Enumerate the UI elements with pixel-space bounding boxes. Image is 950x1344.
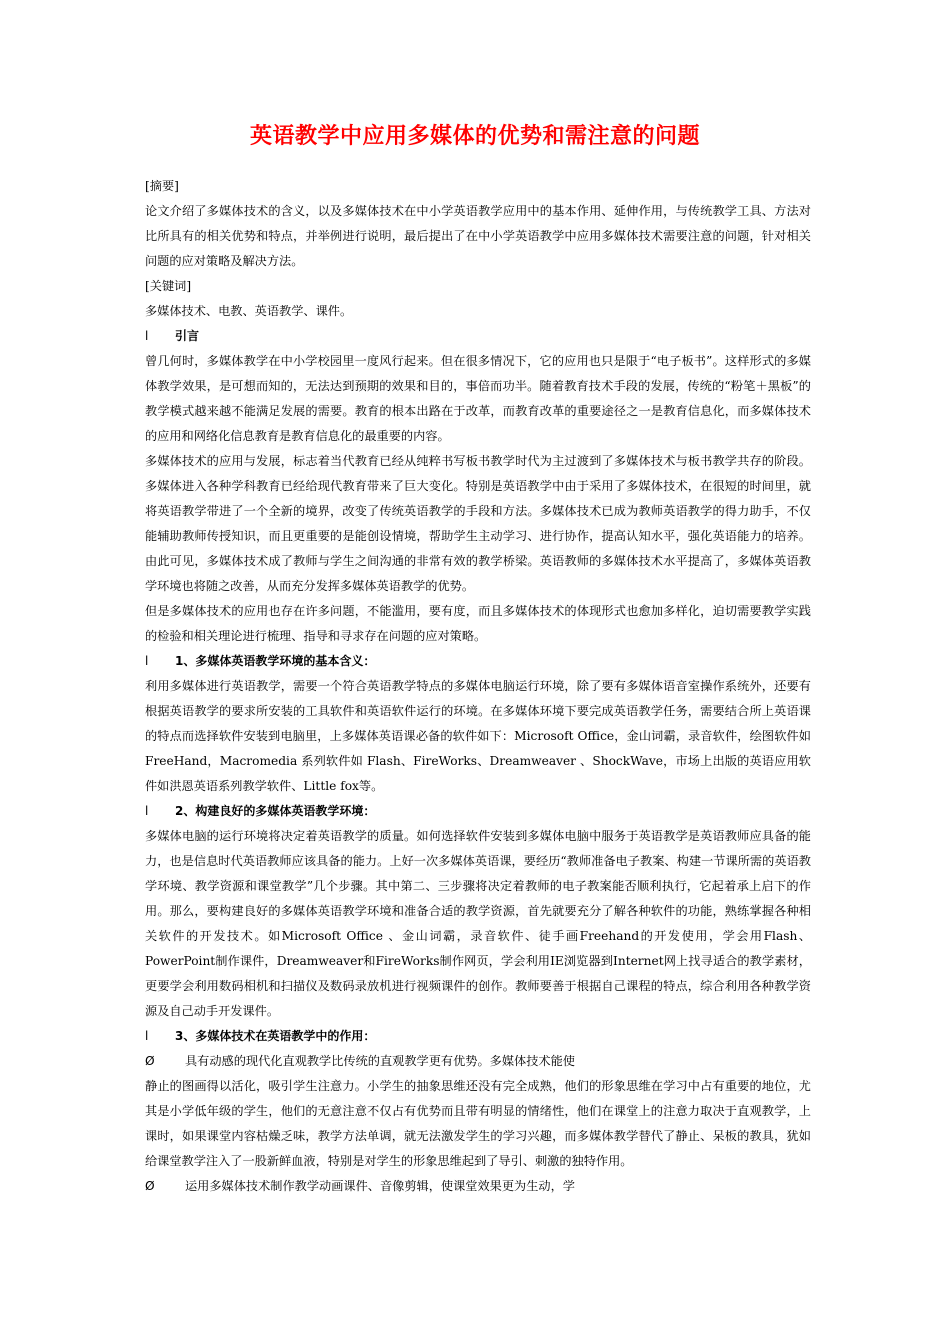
document-title: 英语教学中应用多媒体的优势和需注意的问题: [249, 123, 700, 149]
bullet-symbol: Ø: [145, 1179, 155, 1193]
abstract-text: 论文介绍了多媒体技术的含义，以及多媒体技术在中小学英语教学应用中的基本作用、延伸作用，与传统教学工具、方法对比所具有的相关优势和特点，并举例进行说明，最后提出了在中小学英语教学中应用多媒体技术需要注意的问题，针对相关问题的应对策略及解决方法。: [145, 204, 811, 268]
paragraph: 多媒体技术的应用与发展，标志着当代教育已经从纯粹书写板书教学时代为主过渡到了多媒体技术与板书教学共存的阶段。多媒体进入各种学科教育已经给现代教育带来了巨大变化。特别是英语教学中由于采用了多媒体技术，在很短的时间里，就将英语教学带进了一个全新的境界，改变了传统英语教学的手段和方法。多媒体技术已成为教师英语教学的得力助手，不仅能辅助教师传授知识，而且更重要的是能创设情境，帮助学生主动学习、进行协作，提高认知水平，强化英语能力的培养。由此可见，多媒体技术成了教师与学生之间沟通的非常有效的教学桥梁。英语教师的多媒体技术水平提高了，多媒体英语教学环境也将随之改善，从而充分发挥多媒体英语教学的优势。: [145, 454, 811, 593]
bullet-item: [145, 1049, 811, 1074]
bullet-marker: l: [145, 804, 149, 818]
paragraph: 利用多媒体进行英语教学，需要一个符合英语教学特点的多媒体电脑运行环境，除了要有多媒体语音室操作系统外，还要有根据英语教学的要求所安装的工具软件和英语软件运行的环境。在多媒体环境下要完成英语教学任务，需要结合所上英语课的特点而选择软件安装到电脑里，上多媒体英语课必备的软件如下：Microsoft Office，金山词霸，录音软件，绘图软件如FreeHand，Macromedia 系列软件如 Flash、FireWorks、Dreamweaver 、ShockWave，市场上出版的英语应用软件如洪恩英语系列教学软件、Little fox等。: [145, 679, 811, 793]
bullet-marker: l: [145, 1029, 149, 1043]
bullet-lead: 运用多媒体技术制作教学动画课件、音像剪辑，使课堂效果更为生动，学: [185, 1179, 575, 1193]
bullet-lead: 具有动感的现代化直观教学比传统的直观教学更有优势。多媒体技术能使: [185, 1054, 575, 1068]
paragraph: 多媒体电脑的运行环境将决定着英语教学的质量。如何选择软件安装到多媒体电脑中服务于英语教学是英语教师应具备的能力，也是信息时代英语教师应该具备的能力。上好一次多媒体英语课，要经历“教师准备电子教案、构建一节课所需的英语教学环境、教学资源和课堂教学”几个步骤。其中第二、三步骤将决定着教师的电子教案能否顺利执行，它起着承上启下的作用。那么，要构建良好的多媒体英语教学环境和准备合适的教学资源，首先就要充分了解各种软件的功能，熟练掌握各种相关软件的开发技术。如Microsoft Office 、金山词霸，录音软件、徒手画Freehand的开发使用，学会用Flash、PowerPoint制作课件，Dreamweaver和FireWorks制作网页，学会利用IE浏览器到Internet网上找寻适合的教学素材，更要学会利用数码相机和扫描仪及数码录放机进行视频课件的创作。教师要善于根据自己课程的特点，综合利用各种教学资源及自己动手开发课件。: [145, 829, 811, 1018]
bullet-symbol: Ø: [145, 1054, 155, 1068]
bullet-marker: l: [145, 654, 149, 668]
section-heading-text: 1、多媒体英语教学环境的基本含义：: [175, 654, 376, 668]
section-heading-intro: [145, 324, 811, 349]
section-heading-3: [145, 1024, 811, 1049]
abstract-label: [摘要]: [145, 179, 179, 193]
bullet-item: [145, 1174, 811, 1199]
section-heading-2: [145, 799, 811, 824]
paragraph: 曾几何时，多媒体教学在中小学校园里一度风行起来。但在很多情况下，它的应用也只是限于“电子板书”。这样形式的多媒体教学效果，是可想而知的，无法达到预期的效果和目的，事倍而功半。随着教育技术手段的发展，传统的“粉笔＋黑板”的教学模式越来越不能满足发展的需要。教育的根本出路在于改革，而教育改革的重要途径之一是教育信息化，而多媒体技术的应用和网络化信息教育是教育信息化的最重要的内容。: [145, 354, 811, 443]
section-heading-1: [145, 649, 811, 674]
bullet-marker: l: [145, 329, 149, 343]
keywords-label: [关键词]: [145, 279, 192, 293]
section-heading-text: 2、构建良好的多媒体英语教学环境：: [175, 804, 376, 818]
section-heading-text: 引言: [175, 329, 200, 343]
paragraph: 但是多媒体技术的应用也存在许多问题，不能滥用，要有度，而且多媒体技术的体现形式也愈加多样化，迫切需要教学实践的检验和相关理论进行梳理、指导和寻求存在问题的应对策略。: [145, 604, 811, 643]
section-heading-text: 3、多媒体技术在英语教学中的作用：: [175, 1029, 376, 1043]
document-body: [145, 174, 811, 1199]
keywords-text: 多媒体技术、电教、英语教学、课件。: [145, 304, 353, 318]
paragraph: 静止的图画得以活化，吸引学生注意力。小学生的抽象思维还没有完全成熟，他们的形象思维在学习中占有重要的地位，尤其是小学低年级的学生，他们的无意注意不仅占有优势而且带有明显的情绪性，他们在课堂上的注意力取决于直观教学，上课时，如果课堂内容枯燥乏味，教学方法单调，就无法激发学生的学习兴趣，而多媒体教学替代了静止、呆板的教具，犹如给课堂教学注入了一股新鲜血液，特别是对学生的形象思维起到了导引、刺激的独特作用。: [145, 1079, 811, 1168]
